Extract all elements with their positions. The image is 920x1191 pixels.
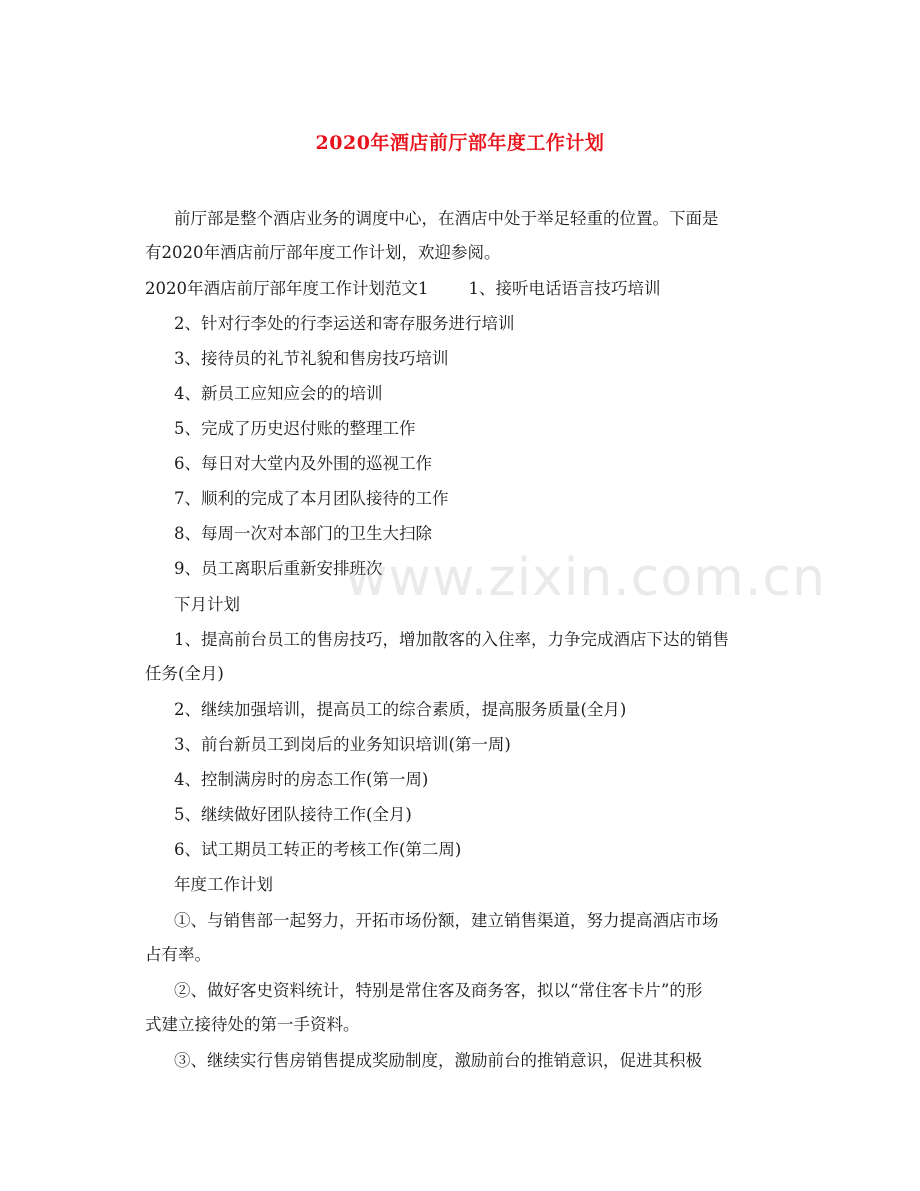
list-item: 4、新员工应知应会的的培训 — [174, 384, 383, 403]
annual-line: 式建立接待处的第一手资料。 — [145, 1015, 360, 1034]
document-title: 2020年酒店前厅部年度工作计划 — [315, 132, 605, 154]
next-month-line: 5、继续做好团队接待工作(全月) — [174, 805, 412, 824]
next-month-line: 3、前台新员工到岗后的业务知识培训(第一周) — [174, 735, 511, 754]
next-month-heading: 下月计划 — [174, 595, 240, 614]
annual-line: ②、做好客史资料统计，特别是常住客及商务客，拟以“常住客卡片”的形 — [174, 981, 703, 1000]
list-item: 7、顺利的完成了本月团队接待的工作 — [174, 489, 449, 508]
intro-line-2: 有2020年酒店前厅部年度工作计划，欢迎参阅。 — [145, 243, 501, 262]
annual-line: ①、与销售部一起努力，开拓市场份额，建立销售渠道，努力提高酒店市场 — [174, 911, 719, 930]
list-item: 5、完成了历史迟付账的整理工作 — [174, 419, 416, 438]
list-item: 1、接听电话语言技巧培训 — [468, 279, 661, 298]
next-month-line: 1、提高前台员工的售房技巧，增加散客的入住率，力争完成酒店下达的销售 — [174, 630, 729, 649]
list-item: 3、接待员的礼节礼貌和售房技巧培训 — [174, 349, 449, 368]
sample-heading-row — [145, 278, 661, 300]
annual-line: ③、继续实行售房销售提成奖励制度，激励前台的推销意识，促进其积极 — [174, 1051, 702, 1070]
sample-heading: 2020年酒店前厅部年度工作计划范文1 — [145, 279, 429, 298]
next-month-line: 任务(全月) — [145, 664, 224, 683]
annual-line: 占有率。 — [145, 945, 211, 964]
list-item: 9、员工离职后重新安排班次 — [174, 559, 383, 578]
watermark: www.zixin.com.cn — [345, 548, 826, 608]
annual-heading: 年度工作计划 — [174, 875, 273, 894]
list-item: 6、每日对大堂内及外围的巡视工作 — [174, 454, 432, 473]
next-month-line: 6、试工期员工转正的考核工作(第二周) — [174, 840, 462, 859]
list-item: 8、每周一次对本部门的卫生大扫除 — [174, 524, 432, 543]
intro-line-1: 前厅部是整个酒店业务的调度中心，在酒店中处于举足轻重的位置。下面是 — [174, 209, 719, 228]
next-month-line: 2、继续加强培训，提高员工的综合素质，提高服务质量(全月) — [174, 700, 627, 719]
next-month-line: 4、控制满房时的房态工作(第一周) — [174, 770, 429, 789]
list-item: 2、针对行李处的行李运送和寄存服务进行培训 — [174, 314, 515, 333]
